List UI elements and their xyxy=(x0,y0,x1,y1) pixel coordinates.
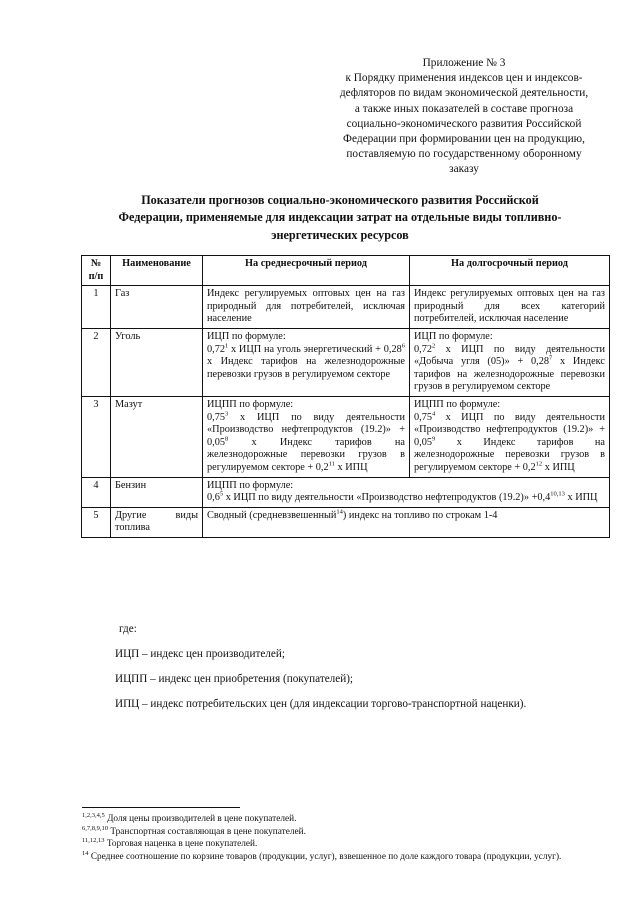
row-long-term: ИЦПП по формуле: 0,75$^4$ х ИЦП по виду деятельности «Производство нефтепродуктов (19.2)» + $0,05^9$ х Индекс тарифов на железнодорожные перевозки грузов в регулируемом секторе + $0,2^{12}$ х ИПЦ xyxy=(410,396,610,477)
header-num: № п/п xyxy=(82,256,111,286)
footnotes xyxy=(82,813,612,863)
definitions-intro: где: xyxy=(119,623,137,635)
indicators-table xyxy=(81,255,610,538)
footnote: $^{6,7,8,9,10}$ Транспортная составляющая в цене покупателей. xyxy=(82,824,306,837)
footnote: $^{1,2,3,4,5}$ Доля цены производителей в цене покупателей. xyxy=(82,811,297,824)
definition-item: ИЦП – индекс цен производителей; xyxy=(115,648,285,660)
document-title xyxy=(70,192,610,244)
row-name: Газ xyxy=(111,286,203,329)
table-row xyxy=(82,477,610,507)
formula-label: ИЦПП по формуле: xyxy=(207,479,294,491)
appendix-number: Приложение № 3 xyxy=(422,57,506,69)
appendix-line: поставляемую по государственному оборонному xyxy=(346,148,582,161)
appendix-header xyxy=(318,56,610,178)
formula-label: ИЦПП по формуле: xyxy=(207,398,294,410)
row-mid-term: ИЦПП по формуле: 0,75$^3$ х ИЦП по виду деятельности «Производство нефтепродуктов (19.2)» + $0,05^8$ х Индекс тарифов на железнодорожные перевозки грузов в регулируемом секторе + $0,2^{11}$ х ИПЦ xyxy=(203,396,410,477)
definition-item: ИПЦ – индекс потребительских цен (для индексации торгово-транспортной наценки). xyxy=(115,698,527,710)
appendix-line: к Порядку применения индексов цен и индексов- xyxy=(345,72,583,85)
row-num: 2 xyxy=(82,328,111,396)
appendix-line: дефляторов по видам экономической деятельности, xyxy=(339,87,589,100)
row-long-term: Индекс регулируемых оптовых цен на газ природный для всех категорий потребителей, исключая население xyxy=(410,286,610,329)
formula-label: ИЦП по формуле: xyxy=(414,330,493,342)
title-line: энергетических ресурсов xyxy=(271,227,409,242)
header-mid-term: На среднесрочный период xyxy=(203,256,410,286)
title-line: Федерации, применяемые для индексации затрат на отдельные виды топливно- xyxy=(118,210,562,225)
appendix-line: Федерации при формировании цен на продукцию, xyxy=(343,133,585,146)
footnote: $^{14}$ Среднее соотношение по корзине товаров (продукции, услуг), взвешенное по доле каждого товара (продукции, услуг). xyxy=(82,849,562,862)
row-name: Мазут xyxy=(111,396,203,477)
header-name: Наименование xyxy=(111,256,203,286)
table-row xyxy=(82,396,610,477)
definition-item: ИЦПП – индекс цен приобретения (покупателей); xyxy=(115,673,354,685)
row-name: Бензин xyxy=(111,477,203,507)
appendix-line: социально-экономического развития Российской xyxy=(346,117,582,130)
footnote-separator xyxy=(82,807,240,808)
definitions xyxy=(115,622,615,722)
row-num: 3 xyxy=(82,396,111,477)
header-long-term: На долгосрочный период xyxy=(410,256,610,286)
row-mid-term: Индекс регулируемых оптовых цен на газ природный для потребителей, исключая население xyxy=(203,286,410,329)
table-row xyxy=(82,286,610,329)
row-name: Уголь xyxy=(111,328,203,396)
row-name: Другие виды топлива xyxy=(111,507,203,537)
row-num: 1 xyxy=(82,286,111,329)
table-row xyxy=(82,507,610,537)
row-merged-period: ИЦПП по формуле: $0,6^5$ х ИЦП по виду деятельности «Производство нефтепродуктов (19.2)» $+0,4^{10,13}$ х ИПЦ xyxy=(203,477,610,507)
footnote: $^{11,12,13}$ Торговая наценка в цене покупателей. xyxy=(82,836,258,849)
row-num: 4 xyxy=(82,477,111,507)
table-header-row xyxy=(82,256,610,286)
title-line: Показатели прогнозов социально-экономического развития Российской xyxy=(141,193,539,207)
formula-label: ИЦП по формуле: xyxy=(207,330,286,342)
row-num: 5 xyxy=(82,507,111,537)
table-row xyxy=(82,328,610,396)
appendix-line: заказу xyxy=(449,163,479,176)
row-merged-period: Сводный (средневзвешенный$^{14}$) индекс на топливо по строкам 1-4 xyxy=(203,507,610,537)
row-long-term: ИЦП по формуле: 0,72$^2$ х ИЦП по виду деятельности «Добыча угля (05)» + $0,28^7$ х Индекс тарифов на железнодорожные перевозки грузов в регулируемом секторе xyxy=(410,328,610,396)
appendix-line: а также иных показателей в составе прогноза xyxy=(354,102,574,115)
formula-label: ИЦПП по формуле: xyxy=(414,398,501,410)
row-mid-term: ИЦП по формуле: 0,72$^1$ х ИЦП на уголь энергетический + $0,28^6$ х Индекс тарифов на железнодорожные перевозки грузов в регулируемом секторе xyxy=(203,328,410,396)
